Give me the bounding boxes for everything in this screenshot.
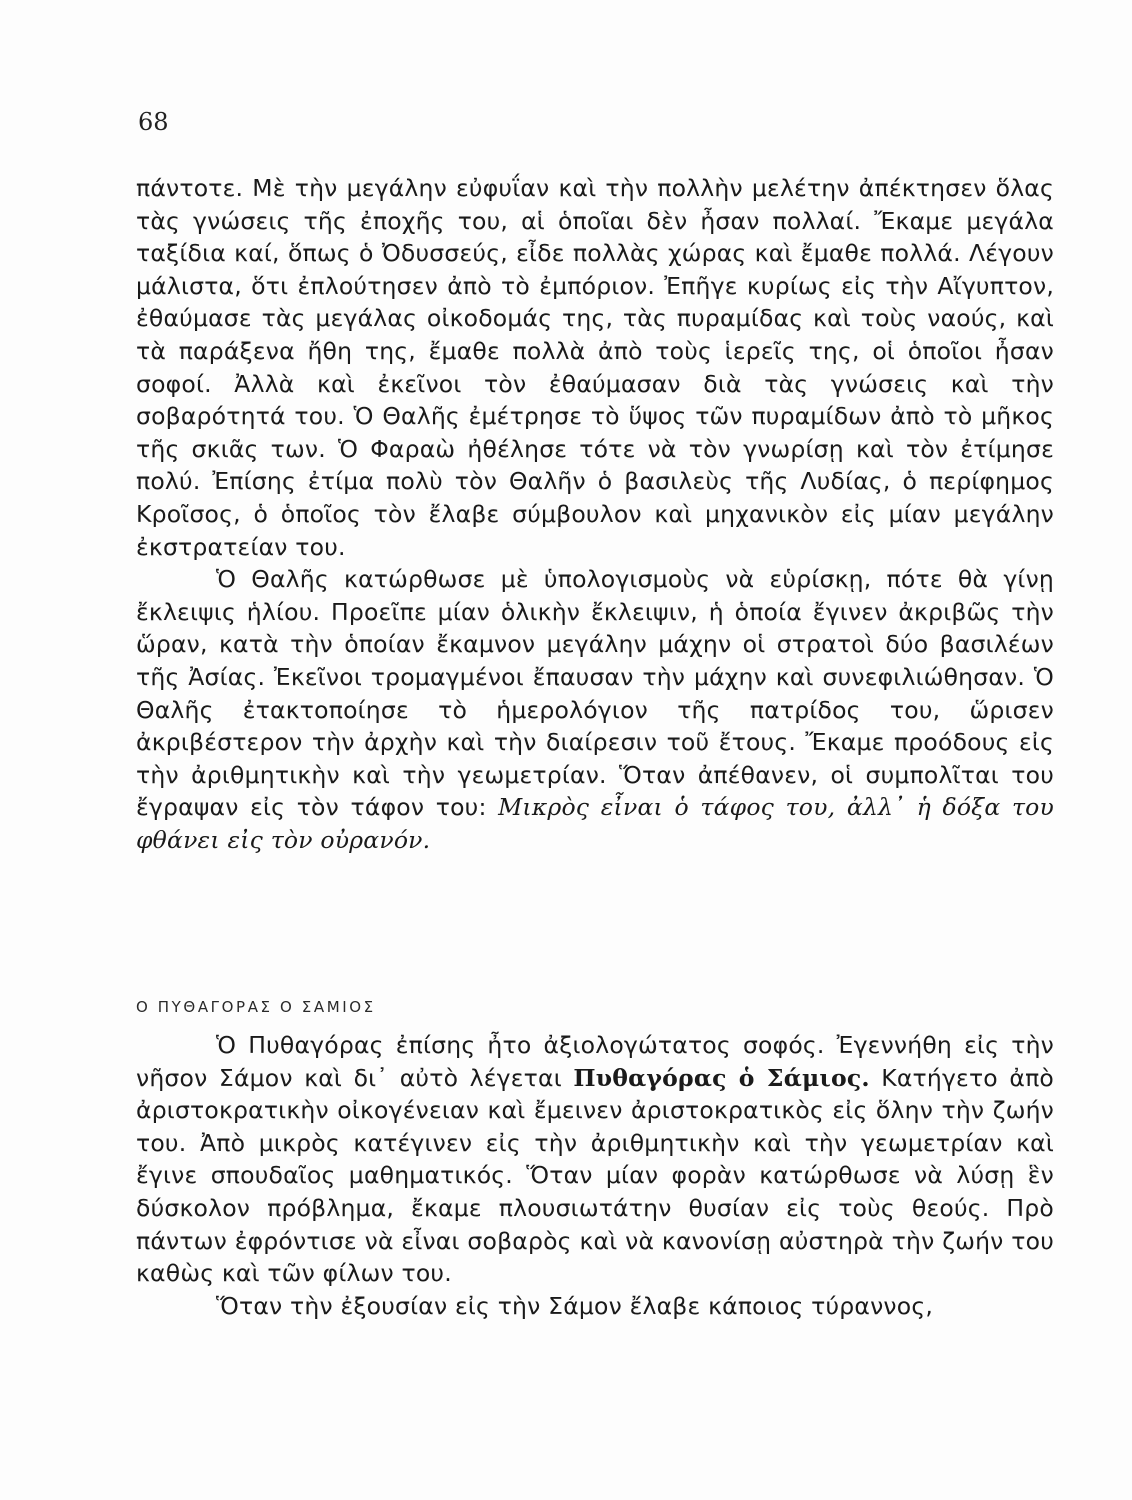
section-title-pythagoras: Ο ΠΥΘΑΓΟΡΑΣ Ο ΣΑΜΙΟΣ [136,998,376,1016]
pythagoras-name: Πυθαγόρας ὁ Σάμιος. [573,1063,870,1092]
thales-epitaph: Μικρὸς εἶναι ὁ τάφος του, ἀλλ᾽ ἡ δόξα του φθάνει εἰς τὸν οὐρανόν. [136,793,1054,854]
pythagoras-text [136,1029,1054,1322]
thales-paragraph-2 [136,563,1054,856]
thales-paragraph-1: πάντοτε. Μὲ τὴν μεγάλην εὐφυΐαν καὶ τὴν πολλὴν μελέτην ἀπέκτησεν ὅλας τὰς γνώσεις τῆς ἐποχῆς του, αἱ ὁποῖαι δὲν ἦσαν πολλαί. Ἔκαμε μεγάλα ταξίδια καί, ὅπως ὁ Ὀδυσσεύς, εἶδε πολλὰς χώρας καὶ ἔμαθε πολλά. Λέγουν μάλιστα, ὅτι ἐπλούτησεν ἀπὸ τὸ ἐμπόριον. Ἐπῆγε κυρίως εἰς τὴν Αἴγυπτον, ἐθαύμασε τὰς μεγάλας οἰκοδομάς της, τὰς πυραμίδας καὶ τοὺς ναούς, καὶ τὰ παράξενα ἤθη της, ἔμαθε πολλὰ ἀπὸ τοὺς ἱερεῖς της, οἱ ὁποῖοι ἦσαν σοφοί. Ἀλλὰ καὶ ἐκεῖνοι τὸν ἐθαύμασαν διὰ τὰς γνώσεις καὶ τὴν σοβαρότητά του. Ὁ Θαλῆς ἐμέτρησε τὸ ὕψος τῶν πυραμίδων ἀπὸ τὸ μῆκος τῆς σκιᾶς των. Ὁ Φαραὼ ἠθέλησε τότε νὰ τὸν γνωρίσῃ καὶ τὸν ἐτίμησε πολύ. Ἐπίσης ἐτίμα πολὺ τὸν Θαλῆν ὁ βασιλεὺς τῆς Λυδίας, ὁ περίφημος Κροῖσος, ὁ ὁποῖος τὸν ἔλαβε σύμβουλον καὶ μηχανικὸν εἰς μίαν μεγάλην ἐκστρατείαν του. [136,174,1054,561]
thales-paragraph-2-text: Ὁ Θαλῆς κατώρθωσε μὲ ὑπολογισμοὺς νὰ εὑρίσκῃ, πότε θὰ γίνῃ ἔκλειψις ἡλίου. Προεῖπε μίαν ὁλικὴν ἔκλειψιν, ἡ ὁποία ἔγινεν ἀκριβῶς τὴν ὥραν, κατὰ τὴν ὁποίαν ἔκαμνον μεγάλην μάχην οἱ στρατοὶ δύο βασιλέων τῆς Ἀσίας. Ἐκεῖνοι τρομαγμένοι ἔπαυσαν τὴν μάχην καὶ συνεφιλιώθησαν. Ὁ Θαλῆς ἐτακτοποίησε τὸ ἡμερολόγιον τῆς πατρίδος του, ὥρισεν ἀκριβέστερον τὴν ἀρχὴν καὶ τὴν διαίρεσιν τοῦ ἔτους. Ἔκαμε προόδους εἰς τὴν ἀριθμητικὴν καὶ τὴν γεωμετρίαν. Ὅταν ἀπέθανεν, οἱ συμπολῖται του ἔγραψαν εἰς τὸν τάφον του: [136,565,1054,822]
thales-text [136,172,1054,856]
pythagoras-paragraph-1-b: Κατήγετο ἀπὸ ἀριστοκρατικὴν οἰκογένειαν καὶ ἔμεινεν ἀριστοκρατικὸς εἰς ὅλην τὴν ζωήν του. Ἀπὸ μικρὸς κατέγινεν εἰς τὴν ἀριθμητικὴν καὶ τὴν γεωμετρίαν καὶ ἔγινε σπουδαῖος μαθηματικός. Ὅταν μίαν φορὰν κατώρθωσε νὰ λύσῃ ἓν δύσκολον πρόβλημα, ἔκαμε πλουσιωτάτην θυσίαν εἰς τοὺς θεούς. Πρὸ πάντων ἐφρόντισε νὰ εἶναι σοβαρὸς καὶ νὰ κανονίσῃ αὐστηρὰ τὴν ζωήν του καθὼς καὶ τῶν φίλων του. [136,1063,1054,1288]
pythagoras-paragraph-2: Ὅταν τὴν ἐξουσίαν εἰς τὴν Σάμον ἔλαβε κάποιος τύραννος, [216,1291,933,1320]
pythagoras-paragraph-1-a: Ὁ Πυθαγόρας ἐπίσης ἦτο ἀξιολογώτατος σοφός. Ἐγεννήθη εἰς τὴν νῆσον Σάμον καὶ δι᾽ αὐτὸ λέγεται [136,1031,1054,1092]
pythagoras-paragraph-1 [136,1029,1054,1290]
page-number: 68 [138,108,169,136]
